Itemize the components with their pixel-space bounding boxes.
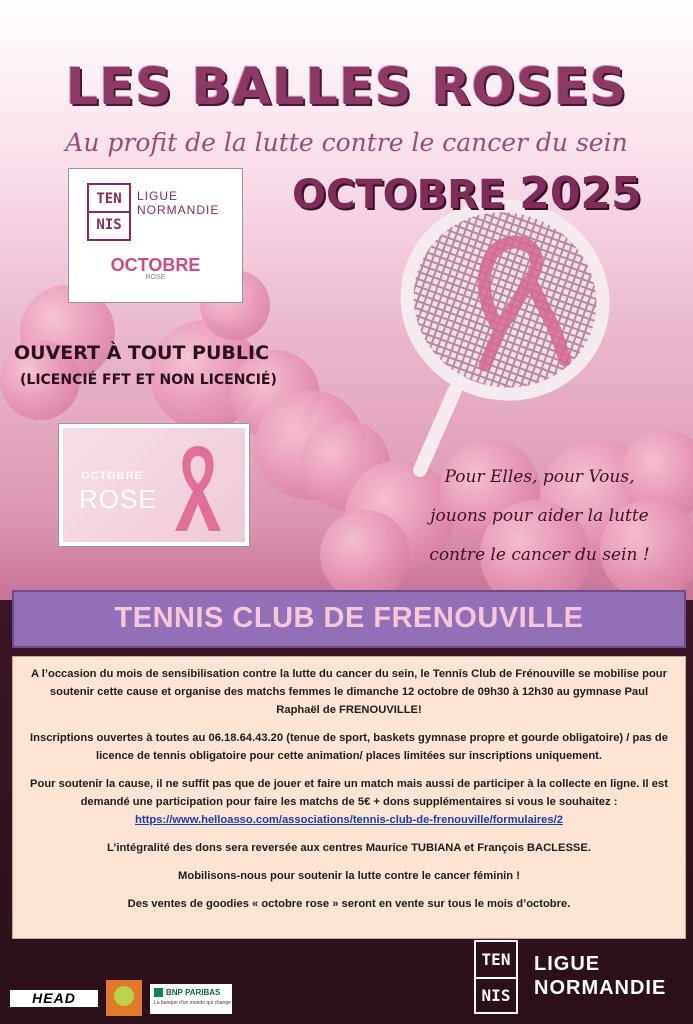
quote-line1: Pour Elles, pour Vous, [444, 467, 635, 487]
poster-title: LES BALLES ROSES [65, 58, 628, 117]
logo-nis: NIS [96, 217, 122, 233]
month-label: OCTOBRE [292, 172, 506, 218]
info-paragraph-3-text: Pour soutenir la cause, il ne suffit pas que de jouer et faire un match mais aussi de participer à la collecte en ligne. Il est demandé une participation pour faire les matchs de 5€ + dons supplémentaires si vous le souhaitez : [30, 778, 668, 808]
bnp-name: BNP PARIBAS [166, 988, 221, 997]
logo-ten: TEN [96, 191, 122, 207]
event-month [292, 168, 642, 219]
info-paragraph-1: A l’occasion du mois de sensibilisation contre la lutte du cancer du sein, le Tennis Club de Frénouville se mobilise pour soutenir cette cause et organise des matchs femmes le dimanche 12 octobre de 09h30 à 12h30 au gymnase Paul Raphaël de FRENOUVILLE! [31, 668, 667, 716]
racket-illustration [380, 190, 620, 480]
quote-line3: contre le cancer du sein ! [429, 545, 650, 565]
bnp-sponsor-logo [150, 984, 232, 1014]
octobre-rose-badge [58, 423, 250, 547]
footer-ten: TEN [481, 950, 511, 969]
year-label: 2025 [519, 168, 642, 219]
footer-line1: LIGUE [534, 953, 601, 975]
ligue-name [137, 189, 219, 217]
ligue-line2: NORMANDIE [137, 203, 220, 217]
badge-octobre: OCTOBRE [81, 470, 143, 482]
footer-ligue-logo [474, 940, 684, 1016]
ligue-normandie-logo [68, 168, 243, 303]
poster-subtitle: Au profit de la lutte contre le cancer du sein [65, 128, 628, 157]
rose-text: ROSE [145, 274, 166, 281]
footer-tennis-mark [474, 940, 518, 1014]
head-sponsor-logo: HEAD [10, 990, 98, 1007]
octobre-rose-logo [69, 255, 242, 281]
info-panel [12, 656, 686, 939]
bnp-tagline: La banque d'un monde qui change [154, 1000, 231, 1006]
ligue-line1: LIGUE [137, 189, 179, 203]
octobre-text: OCTOBRE [110, 255, 201, 275]
helloasso-link[interactable]: https://www.helloasso.com/associations/tennis-club-de-frenouville/formulaires/2 [135, 814, 563, 826]
slogan-quote [392, 458, 687, 575]
club-banner [12, 590, 686, 648]
audience-headline: OUVERT À TOUT PUBLIC [14, 342, 270, 364]
info-paragraph-4: L’intégralité des dons sera reversée aux centres Maurice TUBIANA et François BACLESSE. [107, 842, 591, 854]
footer-line2: NORMANDIE [534, 977, 667, 999]
club-name: TENNIS CLUB DE FRENOUVILLE [114, 602, 584, 634]
footer-nis: NIS [481, 986, 511, 1005]
info-paragraph-2: Inscriptions ouvertes à toutes au 06.18.64.43.20 (tenue de sport, baskets gymnase propre et gourde obligatoire) / pas de licence de tennis obligatoire pour cette animation/ places limitées sur inscriptions uniquement. [30, 732, 668, 762]
audience-detail: (LICENCIÉ FFT ET NON LICENCIÉ) [20, 372, 277, 388]
tennis-logo-mark [87, 183, 131, 241]
info-paragraph-3 [29, 775, 669, 829]
quote-line2: jouons pour aider la lutte [430, 506, 649, 526]
info-paragraph-5: Mobilisons-nous pour soutenir la lutte contre le cancer féminin ! [178, 870, 520, 882]
pink-ribbon-icon [163, 436, 233, 536]
info-paragraph-6: Des ventes de goodies « octobre rose » seront en vente sur tous le mois d’octobre. [127, 898, 571, 910]
padel-sponsor-logo [106, 980, 142, 1016]
footer-ligue-name [534, 952, 666, 1000]
badge-rose: ROSE [79, 484, 157, 514]
